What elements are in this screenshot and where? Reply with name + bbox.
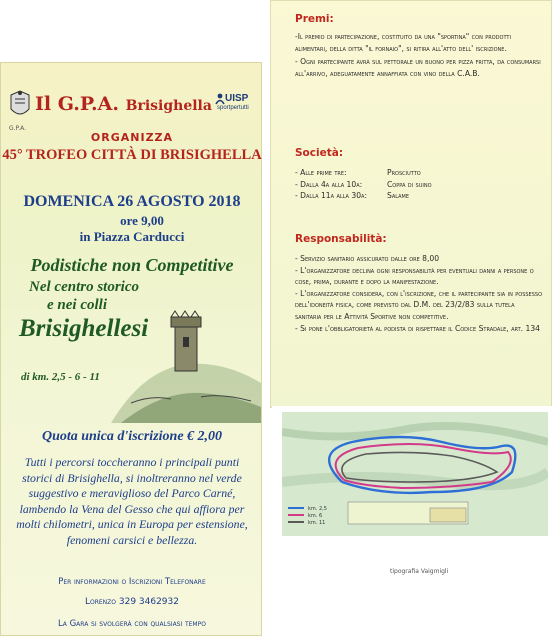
resp-item: - Si pone l'obbligatorietà al podista di rispettare il Codice Stradale, art. 134 [295, 323, 540, 333]
event-place: in Piazza Carducci [79, 229, 185, 244]
premi-item: -Il premio di partecipazione, costituito da una "sportina" con prodotti alimentari, della ditta "il fornaio", si ritira all'atto dell' iscrizione. [295, 32, 511, 53]
resp-item: - Servizio sanitario assicurato dalle ore 8,00 [295, 254, 440, 263]
contact-phone: Lorenzo 329 3462932 [84, 597, 179, 607]
premi-heading: Premi: [295, 13, 334, 25]
event-date: DOMENICA 26 AGOSTO 2018 [23, 193, 241, 210]
legend-km-2-5: km. 2,5 [308, 506, 327, 512]
uisp-mark-icon [215, 93, 225, 105]
info-line: Per informazioni o Iscrizioni Telefonare [58, 577, 206, 587]
rules-panel [270, 0, 552, 408]
premi-text [295, 31, 543, 79]
legend-km-6: km. 6 [308, 513, 323, 519]
clock-tower-illustration [111, 303, 261, 423]
route-colli: e nei colli [47, 297, 107, 313]
societa-label: - Alle prime tre: [295, 168, 347, 177]
societa-row [295, 167, 543, 179]
title-brisighella: Brisighella [125, 98, 212, 114]
responsabilita-heading: Responsabilità: [295, 233, 387, 245]
resp-item: - L'organizzatore declina ogni responsabilità per eventuali danni a persone o cose, prima, durante e dopo la manifestazione. [295, 265, 534, 287]
societa-label: - Dalla 4a alla 10a: [295, 179, 363, 189]
societa-label: - Dalla 11a alla 30a: [295, 191, 368, 201]
route-description: Tutti i percorsi toccheranno i principali punti storici di Brisighella, si inoltreranno nel verde suggestivo e meraviglioso del Parco Carné, lambendo la Vena del Gesso che qui affiora per molti chilometri, unica in Europa per estensione, fenomeni carsici e bellezza. [16, 455, 248, 547]
societa-prize: Salame [387, 191, 410, 201]
societa-row [295, 190, 543, 202]
societa-prize: Prosciutto [387, 168, 421, 177]
route-map [282, 412, 548, 536]
printer-credit: tipografia Vaigmigli [390, 568, 449, 575]
entry-fee: Quota unica d'iscrizione € 2,00 [41, 429, 223, 444]
resp-item: - L'organizzatore considera, con l'iscrizione, che il partecipante sia in possesso dell'idoneità fisica, come previsto dal D.M. del 23/2/83 sulla tutela sanitaria per le Attività Sportive non competitive. [295, 288, 542, 321]
brisighellesi-title: Brisighellesi [19, 315, 149, 342]
event-time: ore 9,00 [120, 213, 164, 228]
race-type: Podistiche non Competitive [30, 255, 234, 275]
societa-heading: Società: [295, 147, 344, 159]
uisp-logo [215, 93, 261, 119]
uisp-name: UISP [225, 93, 249, 104]
responsabilita-text [295, 253, 543, 334]
route-map-panel [272, 406, 552, 581]
trofeo-title: 45° TROFEO CITTÀ DI BRISIGHELLA [2, 147, 262, 163]
societa-prizes [295, 167, 543, 202]
route-centro: Nel centro storico [29, 279, 139, 295]
premi-item: - Ogni partecipante avrà sul pettorale un buono per pizza fritta, da consumarsi all'arrivo, adeguatamente annaffiata con vino della C.A.B. [295, 57, 541, 78]
distances: di km. 2,5 - 6 - 11 [21, 371, 100, 383]
gpa-crest-icon [7, 89, 33, 127]
uisp-sub: sportpertutti [217, 105, 249, 111]
societa-row [295, 179, 543, 191]
organizza-label: ORGANIZZA [90, 131, 174, 144]
weather-note: La Gara si svolgerà con qualsiasi tempo [58, 619, 206, 629]
gpa-small-label: G.P.A. [9, 125, 27, 132]
legend-km-11: km. 11 [308, 520, 326, 526]
club-title [35, 93, 212, 115]
route-map-drawing [282, 412, 548, 536]
flyer-panel [0, 62, 262, 636]
title-prefix: Il G.P.A. [35, 93, 126, 115]
societa-prize: Coppa di suino [387, 179, 432, 189]
